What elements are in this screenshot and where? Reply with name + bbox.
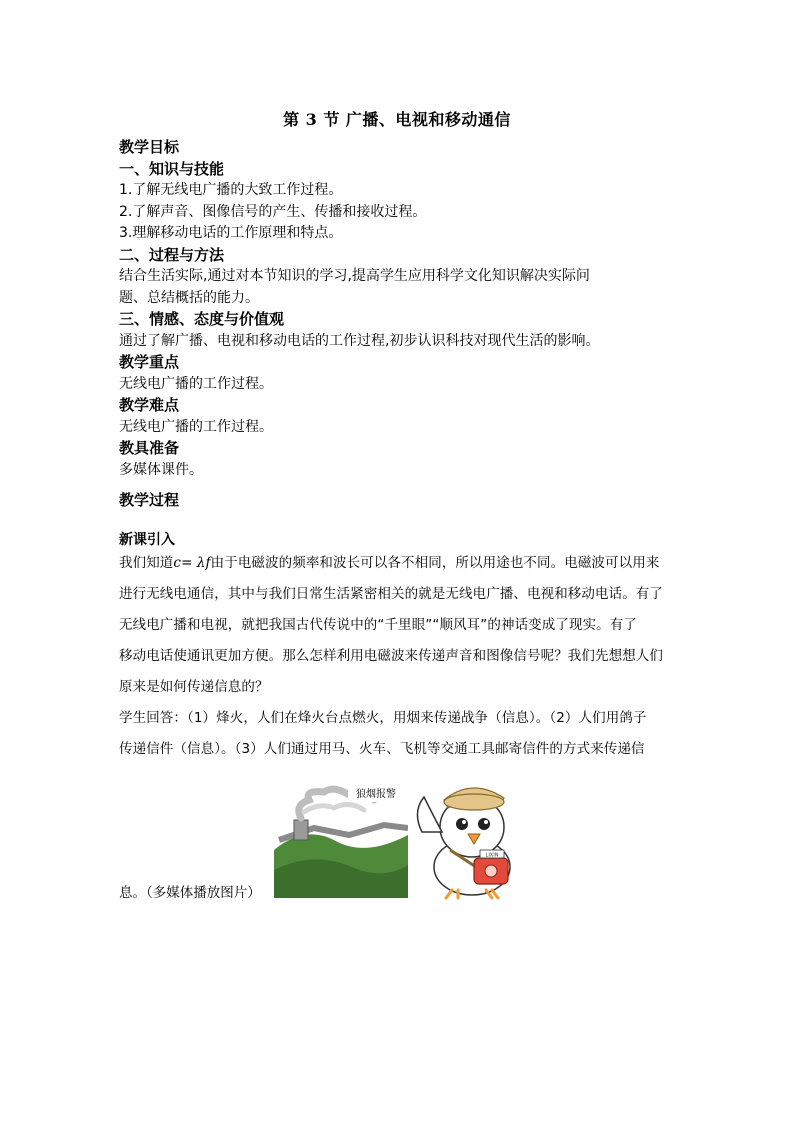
intro-paragraph	[119, 548, 679, 765]
pigeon-mascot-illustration	[412, 772, 526, 900]
knowledge-item-2: 2.了解声音、图像信号的产生、传播和接收过程。	[119, 203, 427, 220]
objectives-section	[119, 137, 679, 481]
answer-line-3: 息。（多媒体播放图片）	[119, 885, 261, 901]
key-points-text: 无线电广播的工作过程。	[119, 375, 273, 392]
teaching-aids-text: 多媒体课件。	[119, 461, 203, 478]
beacon-smoke-illustration	[274, 780, 408, 898]
intro-line-2: 进行无线电通信，其中与我们日常生活紧密相关的就是无线电广播、电视和移动电话。有了	[119, 586, 663, 602]
intro-line-5: 原来是如何传递信息的？	[119, 679, 269, 695]
knowledge-item-3: 3.理解移动电话的工作原理和特点。	[119, 225, 343, 241]
intro-line-3: 无线电广播和电视，就把我国古代传说中的“千里眼”“顺风耳”的神话变成了现实。有了	[119, 617, 637, 633]
knowledge-heading: 一、知识与技能	[119, 159, 225, 178]
difficult-points-text: 无线电广播的工作过程。	[119, 418, 273, 435]
page-title: 第 3 节 广播、电视和移动通信	[283, 110, 511, 129]
process-method-heading: 二、过程与方法	[119, 245, 225, 264]
teaching-process-heading: 教学过程	[119, 491, 180, 509]
goals-heading: 教学目标	[119, 138, 180, 156]
intro-line-1	[119, 548, 679, 579]
intro-prefix: 我们知道	[119, 555, 174, 571]
answer-line-2: 传递信件（信息）。（3）人们通过用马、火车、飞机等交通工具邮寄信件的方式来传递信	[119, 741, 645, 757]
intro-heading: 新课引入	[119, 532, 175, 548]
key-points-heading: 教学重点	[119, 353, 180, 371]
fig1-caption: 狼烟报警	[356, 789, 396, 800]
teaching-aids-heading: 教具准备	[119, 439, 180, 457]
intro-line-1-text: 由于电磁波的频率和波长可以各不相同，所以用途也不同。电磁波可以用来	[210, 555, 660, 571]
answer-line-1: 学生回答：（1）烽火，人们在烽火台点燃火，用烟来传递战争（信息）。（2）人们用鸽子	[119, 710, 647, 726]
bag-label: LIXIN	[485, 852, 499, 859]
difficult-points-heading: 教学难点	[119, 396, 180, 414]
process-method-line-1: 结合生活实际,通过对本节知识的学习,提高学生应用科学文化知识解决实际问	[119, 268, 590, 284]
intro-line-4: 移动电话使通讯更加方便。那么怎样利用电磁波来传递声音和图像信号呢？我们先想想人们	[119, 648, 663, 664]
emotion-text: 通过了解广播、电视和移动电话的工作过程,初步认识科技对现代生活的影响。	[119, 332, 600, 349]
emotion-heading: 三、情感、态度与价值观	[119, 310, 285, 328]
process-method-line-2: 题、总结概括的能力。	[119, 289, 259, 306]
knowledge-item-1: 1.了解无线电广播的大致工作过程。	[119, 182, 343, 198]
wave-formula: c= λf	[173, 555, 211, 571]
